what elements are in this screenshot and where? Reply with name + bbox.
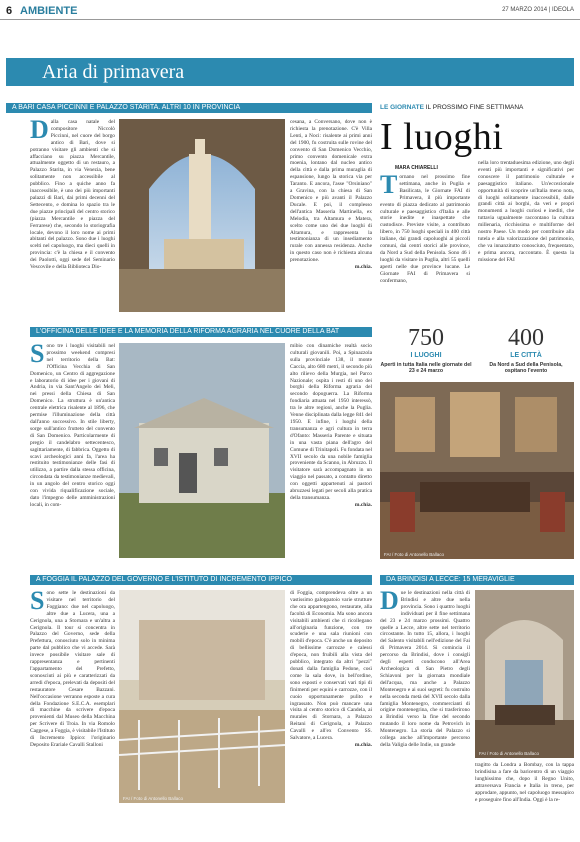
issue-date: 27 MARZO 2014 | IDEOLA	[502, 7, 574, 13]
sidebar-col1	[380, 174, 470, 322]
article-text: alla casa natale del compositore Niccolò Piccinni, nel cuore del borgo antico di Bari, dove si potranno visitare gli ambienti che si affacciano su piazza Mercantile, attualmente oggetto di un restauro, a Palazzo Starita, in via Venezia, bene solitamente non accessibile al pubblico. Fino a quiche anno fa inaccessibile, è uno dei più importanti palazzi di Bari, dai primi decenni del Settecento, e domina lo spazio tra le due piazze principali del centro storico (piazza Mercantile e piazza del Ferrarese) che, secondo lo storiografia locale, devono il loro nome ai primi abitanti del palazzo. Sono due i luoghi scelti nel capoluogo, ma dieci quelli in provincia: c'è la chiesa e il convento dei Paolotti, oggi sede del Seminario Vescovile e della Biblioteca Dio-	[30, 119, 115, 271]
author-signature: m.chia.	[354, 264, 372, 271]
article-foggia-col1	[30, 590, 115, 835]
dropcap: D	[380, 590, 399, 615]
stat-cities-text: Da Nord a Sud della Penisola, ospitano l'evento	[489, 362, 563, 375]
article-text: ue le destinazioni nella città di Brindisi e altre due nella provincia. Sono i quattro luoghi individuati per il fine settimana del 23 e 24 marzo prossimi. Quattro quelle a Lecce, altre sette nel territorio circostante. In tutto 15, allora, i luoghi del Salento visitabili nell'edizione del Fai di Primavera 2014. Si comincia il percorso da Brindisi, dove i consigli degli esperti conducono all'Area Archeologica di San Pietro degli Schiavoni per la giornata mondiale dell'acqua, ma anche a Palazzo Montenegro e ai suoi segreti: fu costruito nella seconda metà del XVII secolo dalla famiglia Montenegro, commercianti di origine montenegrina, che si trasferirono a Brindisi verso la fine del secondo mutando il loro nome da Petrovich in Montenegro. La storia del Palazzo si collega anche all'importante percorso della Valigia delle Indie, un grande	[380, 590, 470, 748]
sidebar-kicker	[380, 104, 523, 111]
article-text: mibio con dinamiche realtà socio culturali giovanili. Poi, a Spinazzola sulla provinciale 138, il monte Caccia, alto 680 metri, il secondo più alto rilievo della Murgia, nel Parco Nazionale; ospita i resti di uno dei borghi della Riforma agraria del secondo dopoguerra. La Riforma fondiaria attuata nel 1950 interessò, tra le altre regioni, anche la Puglia. Venne disciplinata dalla legge 841 del 1950. E infine, i luoghi della transumanza e agri cultura in terra d'Ofanto: Masseria Parente e situata in una vasta piana dell'agro del Comune di Trinitapoli. Fu fondata nel XVII secolo da una nobile famiglia proveniente da Scanno, in Abruzzo. Il visitatore sarà accompagnato in un viaggio nel passato, a contatto diretto con oggetti appartenuti ai pastori abruzzesi legati per secoli alla pratica della transumanza.	[290, 343, 372, 501]
article-strip-bari: A BARI CASA PICCINNI E PALAZZO STARITA. ALTRI 10 IN PROVINCIA	[6, 103, 372, 113]
sidebar-col2	[478, 160, 574, 322]
page-header	[0, 0, 580, 20]
banner-title: Aria di primavera	[42, 61, 185, 83]
article-foggia-col2	[290, 590, 372, 835]
article-strip-brindisi: DA BRINDISI A LECCE: 15 MERAVIGLIE	[380, 575, 574, 585]
article-text: di Foggia, comprendeva oltre a un vastissimo galoppatoio varie strutture che ora appartengono, restaurate, alla facoltà di Economia. Ma sono ancora visitabili ambienti che ci ricollegano all'originaria funzione, con tre scuderie e una sala riunioni con mobili d'epoca. C'è anche un deposito di bellissime carrozze e calessi d'epoca, non fruibili alla vista del pubblico, integrato da altri "pezzi" donati dalla famiglia Pedone, così come la sala dove, in bell'ordine, sono esposti e conservati vari tipi di finimenti per equini e carrozze, con il cuoio opportunamente pulito e ingrassato. Non può mancare una visita al centro storico di Candela, ai murales di Stornara, a Palazzo Reitani di Cerignola, a Palazzo Cavalli e all'ex Convento SS. Salvatore, a Lucera.	[290, 590, 372, 742]
page-number: 6	[6, 5, 13, 17]
article-bari-col1	[30, 119, 115, 309]
article-bat-col1	[30, 343, 115, 558]
article-strip-foggia: A FOGGIA IL PALAZZO DEL GOVERNO E L'ISTITUTO DI INCREMENTO IPPICO	[30, 575, 372, 585]
photo-bat-building	[119, 343, 285, 558]
article-bat-col2	[290, 343, 372, 561]
article-text: ono tre i luoghi visitabili nel prossimo weekend compresi nel territorio della Bat: l'Officina Vecchia di San Domenico, un Centro di aggregazione e laboratorio di idee per i giovani di Andria, in via Sant'Angelo dei Meli, nei pressi della Chiesa di San Domenico. La struttura è un'antica centrale elettrica risalente al 1896, che permise l'illuminazione della città dall'anno successivo. In stile liberty, sorge sull'antico frutteto del convento di San Domenico. Particolarmente di pregio il candelabro settecentesco, sagittariamente, di fabbrica. Oggetto di scavi archeologici anni fa, l'area ha restituito testimonianze delle fasi di utilizzo, a partire dalla stessa officina, circondata da testimonianze medievali, in un angolo del centro storico oggi con vivida riqualificazione sociale, dato l'impegno delle amministrazioni locali, in com-	[30, 343, 115, 508]
photo-bari-arch	[119, 119, 285, 312]
photo-credit: FAI / Foto di Antonello Ballaco	[123, 796, 184, 801]
stat-cities-number: 400	[508, 325, 544, 351]
stat-places-number: 750	[408, 325, 444, 351]
article-text: Un modo per contribuire alla tutela e alla valorizzazione del patrimonio, che va innanzitutto conosciuto, frequentato, e prima ancora, raccontato. È questa la missione del FAI	[478, 229, 574, 263]
photo-interior-hall	[380, 382, 574, 559]
sidebar-title: I luoghi	[380, 116, 504, 158]
photo-brindisi-room	[475, 590, 574, 758]
kicker-tag: LE GIORNATE	[380, 104, 424, 111]
kicker-text: IL PROSSIMO FINE SETTIMANA	[425, 104, 524, 111]
article-strip-bat: L'OFFICINA DELLE IDEE E LA MEMORIA DELLA RIFORMA AGRARIA NEL CUORE DELLA BAT	[30, 327, 372, 337]
author-signature: m.chia.	[354, 741, 372, 748]
article-brindisi-col1	[380, 590, 470, 835]
article-brindisi-col2	[475, 762, 574, 834]
photo-credit: FAI / Foto di Antonello Ballaco	[479, 751, 540, 756]
article-text: Le Giornate FAI di Primavera si confermano,	[380, 263, 470, 284]
stat-places-text: Aperti in tutta Italia nelle giornate del 23 e 24 marzo	[380, 362, 472, 375]
photo-credit: FAI / Foto di Antonello Ballaco	[384, 552, 445, 557]
section-banner	[6, 58, 574, 86]
photo-foggia-horses	[119, 590, 285, 803]
dropcap: S	[30, 343, 45, 368]
article-bari-col2	[290, 119, 372, 314]
article-text: ono sette le destinazioni da visitare nel territorio del Foggiano: due nel capoluogo, altre due a Lucera, una a Cerignola, una a Stornara e un'altra a Cerignola. Il tour si concentra in Palazzo del Governo, sede della Prefettura, conosciuto solo in minima parte dal pubblico che vi accede. Sarà invece possibile visitare sale di rappresentanza e pertinenti l'appartamento del Prefetto, sconosciuti ai più e caratterizzati da arredi d'epoca, prelevati da depositi del restauratore Cesare Bazzani. Nell'occasione verranno esposte a cura della Fondazione S.E.C.A. esemplari di macchine da scrivere d'epoca provenienti dal Museo della Macchina per Scrivere di Troia. In via Romolo Caggese, a Foggia, è visitabile l'Istituto di Incremento Ippico: l'originario Deposito Erariale Cavalli Stalloni	[30, 590, 115, 748]
article-text: nella loro trentaduesima edizione, uno degli eventi più importanti e significativi per conoscere il patrimonio culturale e paesaggistico italiano. Un'eccezionale opportunità di scoprire un'Italia meno nota, di luoghi solitamente inaccessibili, dalle grandi città ai borghi, da veri e propri monumenti a luoghi curiosi e inediti, che tuttavia ugualmente raccontano la cultura millenaria, ricchissima e multiforme del nostro Paese.	[478, 160, 574, 236]
stat-cities-label: LE CITTÀ	[510, 352, 542, 359]
sidebar-author: MARA CHIARELLI	[395, 165, 438, 171]
dropcap: T	[380, 174, 398, 199]
stat-places-label: I LUOGHI	[410, 352, 442, 359]
section-name: AMBIENTE	[20, 5, 78, 17]
article-text: cesana, a Conversano, dove non è richiesta la prenotazione. C'è Villa Lenti, a Noci: risalente ai primi anni del 1900, fu costruita sulle rovine del convento di San Domenico Vecchio, primo convento domenicale extra moenia, lontano dal nucleo antico della città e dalla prima muraglia di espansione, lungo la storica via per Taranto. E ancora, l'asse "Orsiniano" a Gravina, con la chiesa di San Domenico e più avanti il Palazzo Ducale. E poi, il complesso dell'antica Masseria Martinella, ex Melodia, tra Altamura e Matera, scelto come uno dei due luoghi di Altamura, e rappresenta la testimonianza di un insediamento rurale con annessa residenza. Anche in questo caso non è richiesta alcuna prenotazione.	[290, 119, 372, 264]
dropcap: S	[30, 590, 45, 615]
author-signature: m.chia.	[354, 501, 372, 508]
article-text: ornano nel prossimo fine settimana, anche in Puglia e Basilicata, le Giornate FAI di Primavera, il più importante evento di piazza dedicato al patrimonio culturale e paesaggistico d'Italia e alle storie inedite e inaspettate che custodisce. Previste visite, a contributo libero, in 750 luoghi speciali in 400 città italiane, dai grandi capoluoghi ai piccoli comuni, dai centri storici alle province, da Nord a Sud della Penisola. Sono 46 i luoghi da visitare in Puglia, altri 55 quelli aperti nelle due province lucane.	[380, 174, 470, 270]
dropcap: D	[30, 119, 49, 144]
article-text: tragitto da Londra a Bombay, con la tappa brindisina a fare da baricentro di un viaggio lunghissimo che, dopo il Regno Unito, attraversava Francia e Italia in treno, per approdare, appunto, nel capoluogo messapico e proseguire fino all'India. Oggi è la re-	[475, 762, 574, 803]
